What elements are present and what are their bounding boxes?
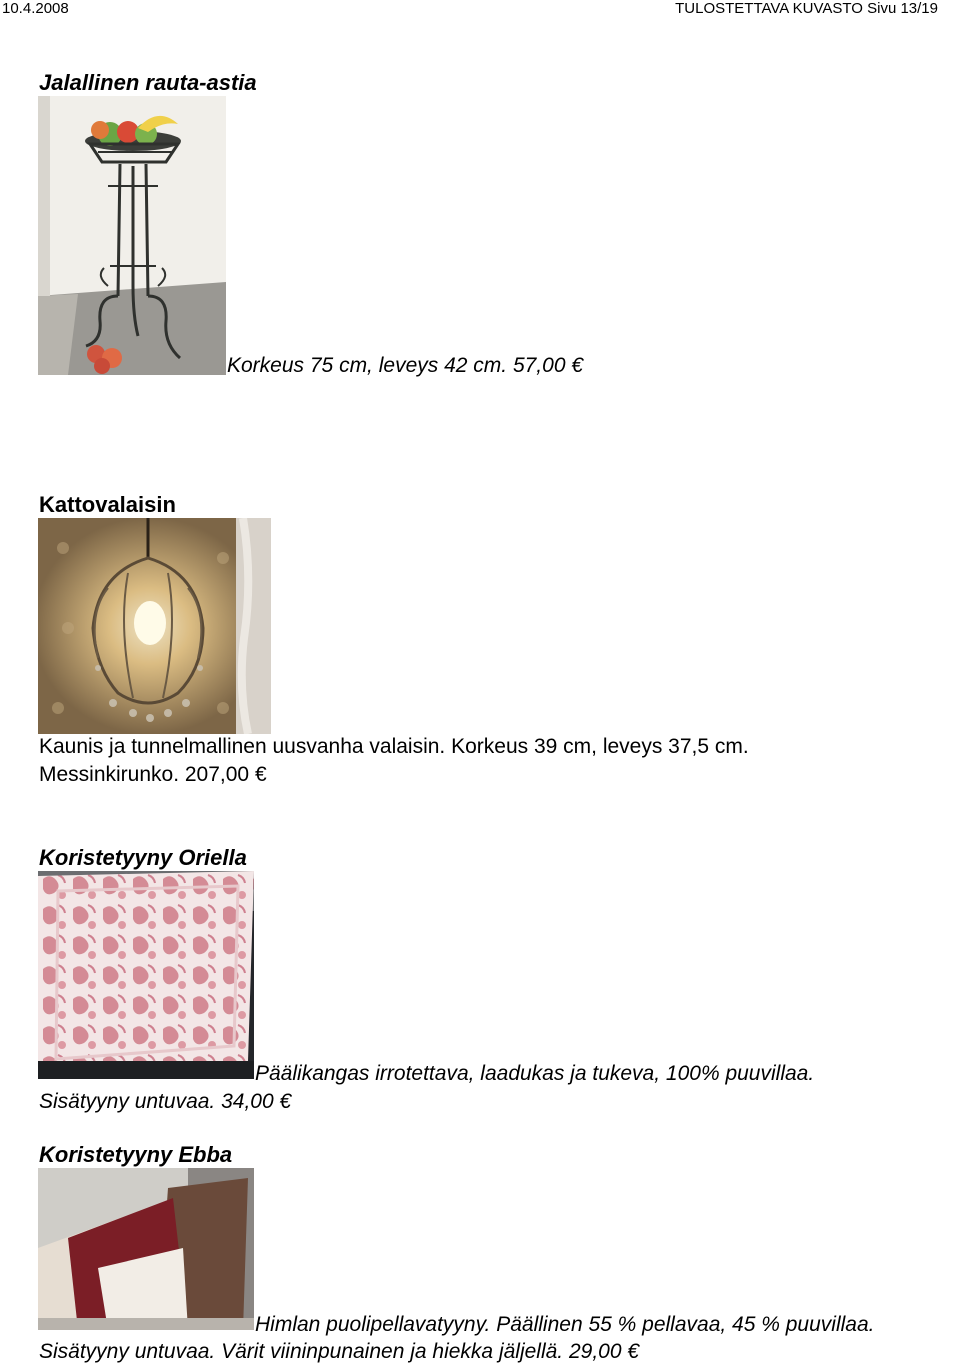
product-image-oriella bbox=[38, 871, 254, 1079]
product-title-kattovalaisin: Kattovalaisin bbox=[39, 492, 176, 517]
product-desc-kattovalaisin-line2: Messinkirunko. 207,00 € bbox=[39, 763, 267, 786]
product-title-ebba: Koristetyyny Ebba bbox=[39, 1142, 233, 1167]
product-title-oriella: Koristetyyny Oriella bbox=[39, 845, 247, 870]
product-desc-rauta-astia: Korkeus 75 cm, leveys 42 cm. 57,00 € bbox=[227, 354, 584, 377]
product-image-rauta-astia bbox=[38, 96, 226, 375]
product-desc-kattovalaisin-line1: Kaunis ja tunnelmallinen uusvanha valaisin. Korkeus 39 cm, leveys 37,5 cm. bbox=[39, 735, 749, 758]
product-desc-ebba-line1: Himlan puolipellavatyyny. Päällinen 55 % pellavaa, 45 % puuvillaa. bbox=[255, 1313, 875, 1336]
product-image-ebba bbox=[38, 1168, 254, 1330]
header-date: 10.4.2008 bbox=[2, 0, 69, 17]
product-image-kattovalaisin bbox=[38, 518, 271, 734]
product-title-rauta-astia: Jalallinen rauta-astia bbox=[39, 70, 257, 95]
product-desc-ebba-line2: Sisätyyny untuvaa. Värit viininpunainen ja hiekka jäljellä. 29,00 € bbox=[39, 1340, 640, 1363]
product-desc-oriella-line2: Sisätyyny untuvaa. 34,00 € bbox=[39, 1090, 292, 1113]
header-page-info: TULOSTETTAVA KUVASTO Sivu 13/19 bbox=[675, 0, 938, 17]
product-desc-oriella-line1: Päälikangas irrotettava, laadukas ja tukeva, 100% puuvillaa. bbox=[255, 1062, 815, 1085]
